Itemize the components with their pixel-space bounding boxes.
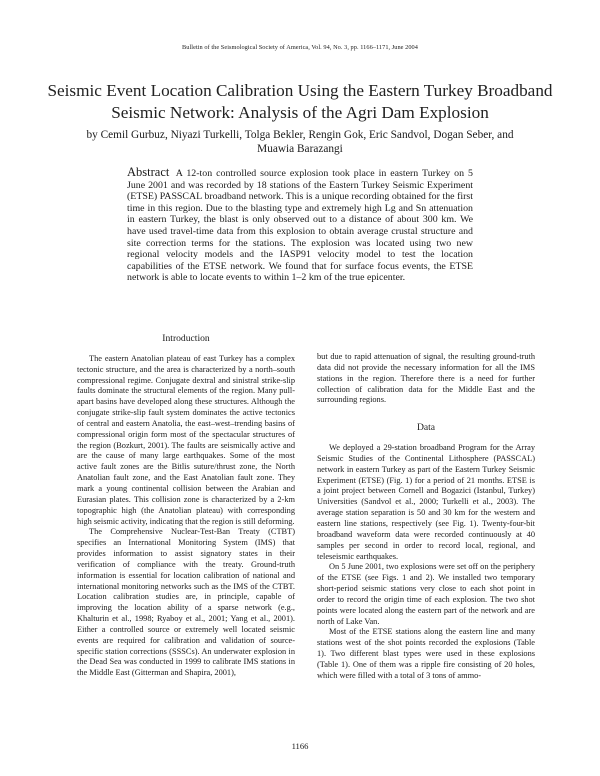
journal-citation: Bulletin of the Seismological Society of America, Vol. 94, No. 3, pp. 1166–1171, June 2004 xyxy=(182,44,418,51)
left-column xyxy=(77,334,295,679)
abstract-block xyxy=(127,167,473,284)
paper-title: Seismic Event Location Calibration Using the Eastern Turkey Broadband Seismic Network: Analysis of the Agri Dam Explosion xyxy=(47,81,553,122)
intro-continuation: but due to rapid attenuation of signal, the resulting ground-truth data did not provide the necessary information for all the IMS stations in the region. Therefore there is a need for further collection of calibration data for the Middle East and the surrounding regions. xyxy=(317,352,535,405)
intro-paragraph: The Comprehensive Nuclear-Test-Ban Treaty (CTBT) specifies an International Monitoring System (IMS) that provides information to assist signatory states in their verification of compliance with the treaty. Ground-truth information is essential for location calibration of national and international monitoring networks such as the IMS of the CTBT. Location calibration studies are, in principle, capable of improving the location ability of a sparse network (e.g., Khalturin et al., 1998; Ryaboy et al., 2001; Yang et al., 2001). Either a controlled source or extremely well located seismic events are required for calibration and validation of source-specific station corrections (SSSCs). An underwater explosion in the Dead Sea was conducted in 1999 to calibrate IMS stations in the Middle East (Gitterman and Shapira, 2001), xyxy=(77,527,295,678)
introduction-heading: Introduction xyxy=(162,333,210,344)
intro-paragraph: The eastern Anatolian plateau of east Turkey has a complex tectonic structure, and the area is characterized by a north–south compressional regime. Conjugate dextral and sinistral strike-slip faults dominate the structural elements of the region. Many pull-apart basins have developed along these structures. Although the conjugate strike-slip fault system dominates the active tectonics of central and eastern Anatolia, the east–west–trending basins of compressional origin form most of the spectacular structures of the region (Bozkurt, 2001). The faults are seismically active and are the cause of many large earthquakes. Some of the most active fault zones are the Bitlis suture/thrust zone, the North Anatolian fault zone, and the East Anatolian fault zone. They mark a young continental collision between the Arabian and Eurasian plates. This collision zone is characterized by a 2-km topographic high (the Anatolian plateau) with corresponding high seismic activity, indicating that the region is still deforming. xyxy=(77,353,295,526)
abstract-text: A 12-ton controlled source explosion took place in eastern Turkey on 5 June 2001 and was recorded by 18 stations of the Eastern Turkey Seismic Experiment (ETSE) PASSCAL broadband network. This is a unique recording obtained for the first time in this region. Due to the blasting type and extremely high Lg and Sn attenuation in eastern Turkey, the blast is only observed out to a distance of about 300 km. We have used travel-time data from this explosion to obtain average crustal structure and site correction terms for the stations. The explosion was located using two new regional velocity models and the IASP91 velocity model to test the location capabilities of the ETSE network. We found that for surface focus events, the ETSE network is able to locate events to within 1–2 km of the true epicenter. xyxy=(127,168,473,284)
data-paragraph: We deployed a 29-station broadband Program for the Array Seismic Studies of the Continental Lithosphere (PASSCAL) network in eastern Turkey as part of the Eastern Turkey Seismic Experiment (ETSE) (Fig. 1) for a period of 21 months. ETSE is a joint project between Cornell and Bogazici (Istanbul, Turkey) Universities (Sandvol et al., 2000; Turkelli et al., 2003). The average station separation is 50 and 30 km for the western and eastern line stations, respectively (see Fig. 1). Twenty-four-bit broadband waveform data were recorded continuously at 40 samples per second in order to record local, regional, and teleseismic earthquakes. xyxy=(317,443,535,561)
data-paragraph: On 5 June 2001, two explosions were set off on the periphery of the ETSE (see Figs. 1 and 2). We installed two temporary short-period seismic stations very close to each shot point in order to record the origin time of each explosion. The two shot points were located along the eastern part of the network and are north of Lake Van. xyxy=(317,562,535,626)
data-paragraph: Most of the ETSE stations along the eastern line and many stations west of the shot points recorded the explosions (Table 1). Two different blast types were used in these explosions (Table 1). One of them was a ripple fire consisting of 20 holes, which were filled with a total of 3 tons of ammo- xyxy=(317,627,535,680)
author-list: by Cemil Gurbuz, Niyazi Turkelli, Tolga Bekler, Rengin Gok, Eric Sandvol, Dogan Seber, and Muawia Barazangi xyxy=(86,129,514,155)
abstract-label: Abstract xyxy=(127,165,170,179)
data-heading: Data xyxy=(416,422,436,434)
page-number: 1166 xyxy=(291,741,309,751)
right-column xyxy=(317,352,535,682)
